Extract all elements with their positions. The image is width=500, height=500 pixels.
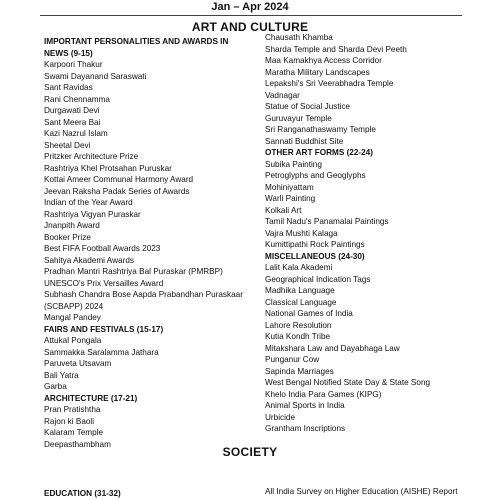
- list-item: Grantham Inscriptions: [265, 424, 346, 433]
- list-item: Statue of Social Justice: [265, 102, 351, 111]
- list-item: Sapinda Marriages: [265, 366, 334, 376]
- list-item: Jnanpith Award: [44, 221, 100, 230]
- list-item: Lepakshi's Sri Veerabhadra Temple: [265, 79, 394, 88]
- list-item: Sammakka Saralamma Jathara: [44, 347, 159, 357]
- list-item: Attukal Pongala: [44, 336, 102, 345]
- list-item: Pritzker Architecture Prize: [44, 152, 139, 161]
- list-item: Mangal Pandey: [44, 313, 101, 322]
- list-item: Guruvayur Temple: [265, 113, 332, 123]
- list-item: Jeevan Raksha Padak Series of Awards: [44, 186, 190, 196]
- list-item: Lahore Resolution: [265, 320, 332, 330]
- list-item: Punganur Cow: [265, 355, 320, 364]
- list-item: Sannati Buddhist Site: [265, 136, 344, 146]
- list-item: Karpoori Thakur: [44, 60, 103, 69]
- section-heading: MISCELLANEOUS (24-30): [265, 251, 365, 261]
- list-item: Booker Prize: [44, 232, 91, 242]
- section-heading: IMPORTANT PERSONALITIES AND AWARDS IN NEWS (9-15): [44, 37, 229, 58]
- aishe-report-item: All India Survey on Higher Education (AISHE) Report: [265, 487, 458, 496]
- list-item: Mitakshara Law and Dayabhaga Law: [265, 343, 400, 353]
- list-item: Mohiniyattam: [265, 182, 314, 192]
- list-item: Kazi Nazrul Islam: [44, 129, 108, 138]
- list-item: Animal Sports in India: [265, 401, 345, 410]
- list-item: Maratha Military Landscapes: [265, 67, 370, 77]
- list-item: Paruveta Utsavam: [44, 359, 112, 368]
- list-item: Geographical Indication Tags: [265, 274, 371, 284]
- list-item: Vajra Mushti Kalaga: [265, 228, 338, 238]
- page-header: [0, 0, 500, 14]
- list-item: Kumittipathi Rock Paintings: [265, 240, 365, 249]
- list-item: Rashtriya Vigyan Puraskar: [44, 209, 141, 219]
- list-item: Vadnagar: [265, 90, 300, 100]
- list-item: Maa Kamakhya Access Corridor: [265, 56, 382, 65]
- list-item: Indian of the Year Award: [44, 198, 133, 207]
- list-item: Chausath Khamba: [265, 33, 333, 42]
- list-item: Deepasthambham: [44, 439, 111, 449]
- right-column: [265, 32, 490, 435]
- section-heading: FAIRS AND FESTIVALS (15-17): [44, 324, 164, 334]
- list-item: Kottai Ameer Communal Harmony Award: [44, 175, 194, 184]
- list-item: Subika Painting: [265, 159, 322, 169]
- list-item: Durgawati Devi: [44, 106, 100, 115]
- list-item: Pran Pratishtha: [44, 405, 101, 414]
- list-item: Petroglyphs and Geoglyphs: [265, 171, 366, 180]
- section-heading: OTHER ART FORMS (22-24): [265, 148, 373, 157]
- list-item: National Games of India: [265, 309, 353, 318]
- list-item: Tamil Nadu's Panamalai Paintings: [265, 217, 389, 226]
- section-heading: ARCHITECTURE (17-21): [44, 393, 138, 403]
- list-item: Sant Meera Bai: [44, 117, 101, 127]
- header-divider: [40, 15, 462, 16]
- section-title-society: SOCIETY: [222, 445, 278, 459]
- list-item: Best FIFA Football Awards 2023: [44, 244, 161, 253]
- section-title-art-culture: ART AND CULTURE: [191, 20, 309, 34]
- list-item: Sahitya Akademi Awards: [44, 255, 134, 265]
- list-item: Subhash Chandra Bose Aapda Prabandhan Puraskaar (SCBAPP) 2024: [44, 290, 243, 311]
- list-item: Warli Painting: [265, 194, 316, 203]
- list-item: Sant Ravidas: [44, 83, 93, 92]
- list-item: UNESCO's Prix Versailles Award: [44, 278, 164, 288]
- list-item: Pradhan Mantri Rashtriya Bal Puraskar (PMRBP): [44, 267, 223, 276]
- education-heading: EDUCATION (31-32): [44, 489, 121, 498]
- list-item: Lalit Kala Akademi: [265, 263, 333, 272]
- list-item: Urbicide: [265, 412, 296, 422]
- list-item: Rani Chennamma: [44, 94, 110, 104]
- list-item: Sharda Temple and Sharda Devi Peeth: [265, 44, 407, 54]
- list-item: Kolkali Art: [265, 205, 302, 215]
- list-item: Kalaram Temple: [44, 428, 104, 437]
- list-item: Garba: [44, 382, 67, 391]
- list-item: West Bengal Notified State Day & State Song: [265, 378, 431, 387]
- list-item: Bali Yatra: [44, 370, 79, 380]
- list-item: Kutia Kondh Tribe: [265, 332, 331, 341]
- list-item: Madhika Language: [265, 286, 335, 295]
- list-item: Classical Language: [265, 297, 337, 307]
- left-column: [44, 32, 254, 450]
- header-date: Jan – Apr 2024: [211, 1, 289, 13]
- list-item: Swami Dayanand Saraswati: [44, 71, 147, 81]
- list-item: Rashtriya Khel Protsahan Puruskar: [44, 163, 172, 173]
- list-item: Sri Ranganathaswamy Temple: [265, 125, 376, 134]
- list-item: Rajon ki Baoli: [44, 416, 95, 426]
- list-item: Sheetal Devi: [44, 140, 91, 150]
- list-item: Khelo India Para Games (KIPG): [265, 389, 382, 399]
